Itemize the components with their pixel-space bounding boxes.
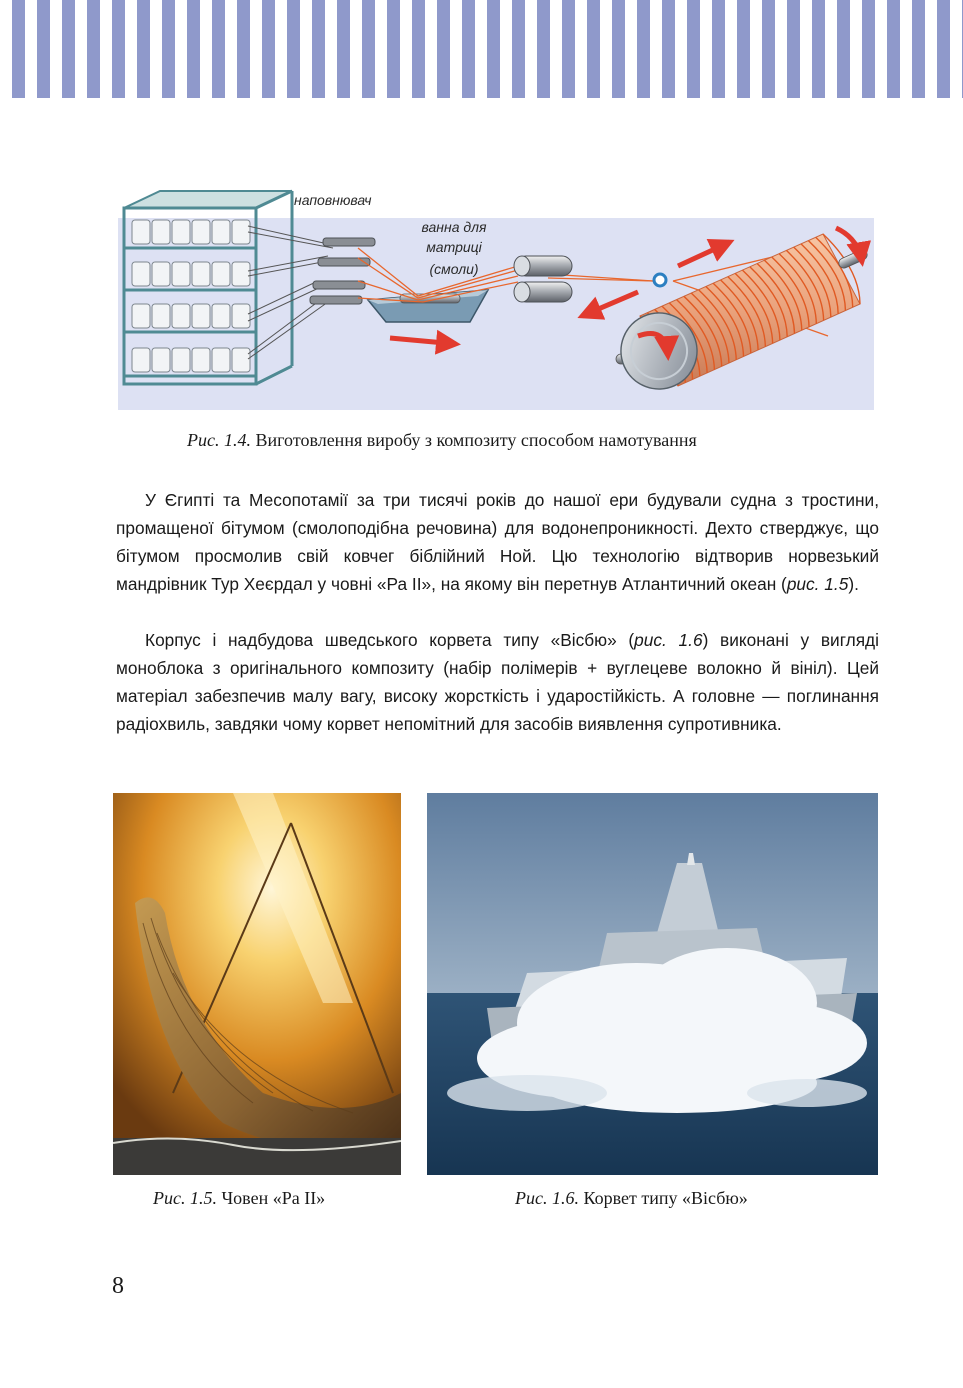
- fiber-spool: [212, 262, 230, 286]
- fiber-spool: [172, 348, 190, 372]
- eyelet-guide: [654, 274, 666, 286]
- fiber-spool: [232, 262, 250, 286]
- filament-winding-diagram: [118, 186, 874, 410]
- caption-ref: Рис. 1.5.: [153, 1188, 217, 1208]
- caption-text: Виготовлення виробу з композиту способом намотування: [250, 430, 697, 450]
- label-bath-line1: ванна для: [421, 219, 487, 235]
- page-number: 8: [112, 1273, 124, 1299]
- fiber-spool: [132, 262, 150, 286]
- caption-ref: Рис. 1.4.: [187, 430, 251, 450]
- paragraph-1-text: У Єгипті та Месопотамії за три тисячі років до нашої ери будували судна з тростини, промащеної бітумом (смолоподібна речовина) для водонепроникності. Дехто стверджує, що бітумом просмолив свій ковчег біблійний Ной. Цю технологію відтворив норвезький мандрівник Тур Хеєрдал у човні «Ра ІІ», на якому він перетнув Атлантичний океан (: [116, 490, 879, 594]
- fiber-spool: [172, 262, 190, 286]
- fiber-spool: [192, 262, 210, 286]
- fiber-spool: [212, 304, 230, 328]
- label-filler: наповнювач: [294, 192, 372, 208]
- paragraph-2: [116, 626, 879, 738]
- fiber-spool: [192, 304, 210, 328]
- label-bath-line2: матриці: [426, 239, 482, 255]
- caption-text: Корвет типу «Вісбю»: [578, 1188, 748, 1208]
- fiber-spool: [152, 348, 170, 372]
- figure-1-6-caption: [515, 1188, 748, 1209]
- fiber-spool: [232, 220, 250, 244]
- fiber-spool: [172, 220, 190, 244]
- fiber-spool: [192, 220, 210, 244]
- fiber-spool: [132, 304, 150, 328]
- fiber-spool: [232, 348, 250, 372]
- figure-1-5-caption: [153, 1188, 325, 1209]
- label-bath-line3: (смоли): [429, 261, 479, 277]
- fiber-spool: [152, 304, 170, 328]
- fiber-spool: [212, 348, 230, 372]
- caption-ref: Рис. 1.6.: [515, 1188, 579, 1208]
- header-stripes: [0, 0, 963, 98]
- visby-corvette-photo: [427, 793, 878, 1175]
- paragraph-2-ref: рис. 1.6: [634, 630, 703, 650]
- paragraph-1: [116, 486, 879, 598]
- fiber-spool: [152, 220, 170, 244]
- figure-1-4-caption: [187, 430, 697, 451]
- fiber-spool: [172, 304, 190, 328]
- fiber-spool: [152, 262, 170, 286]
- fiber-spool: [132, 348, 150, 372]
- ra-ii-boat-photo: [113, 793, 401, 1175]
- fiber-spool: [132, 220, 150, 244]
- fiber-spool: [232, 304, 250, 328]
- paragraph-1-end: ).: [848, 574, 859, 594]
- paragraph-1-ref: рис. 1.5: [786, 574, 849, 594]
- fiber-spool: [212, 220, 230, 244]
- paragraph-2-end: ) виконані у вигляді моноблока з оригінального композиту (набір полімерів + вуглецеве волокно й вініл). Цей матеріал забезпечив малу вагу, високу жорсткість і ударостійкість. А головне — поглинання радіохвиль, завдяки чому корвет непомітний для засобів виявлення супротивника.: [116, 630, 879, 734]
- caption-text: Човен «Ра ІІ»: [216, 1188, 326, 1208]
- fiber-spool: [192, 348, 210, 372]
- paragraph-2-text: Корпус і надбудова шведського корвета типу «Вісбю» (: [145, 630, 635, 650]
